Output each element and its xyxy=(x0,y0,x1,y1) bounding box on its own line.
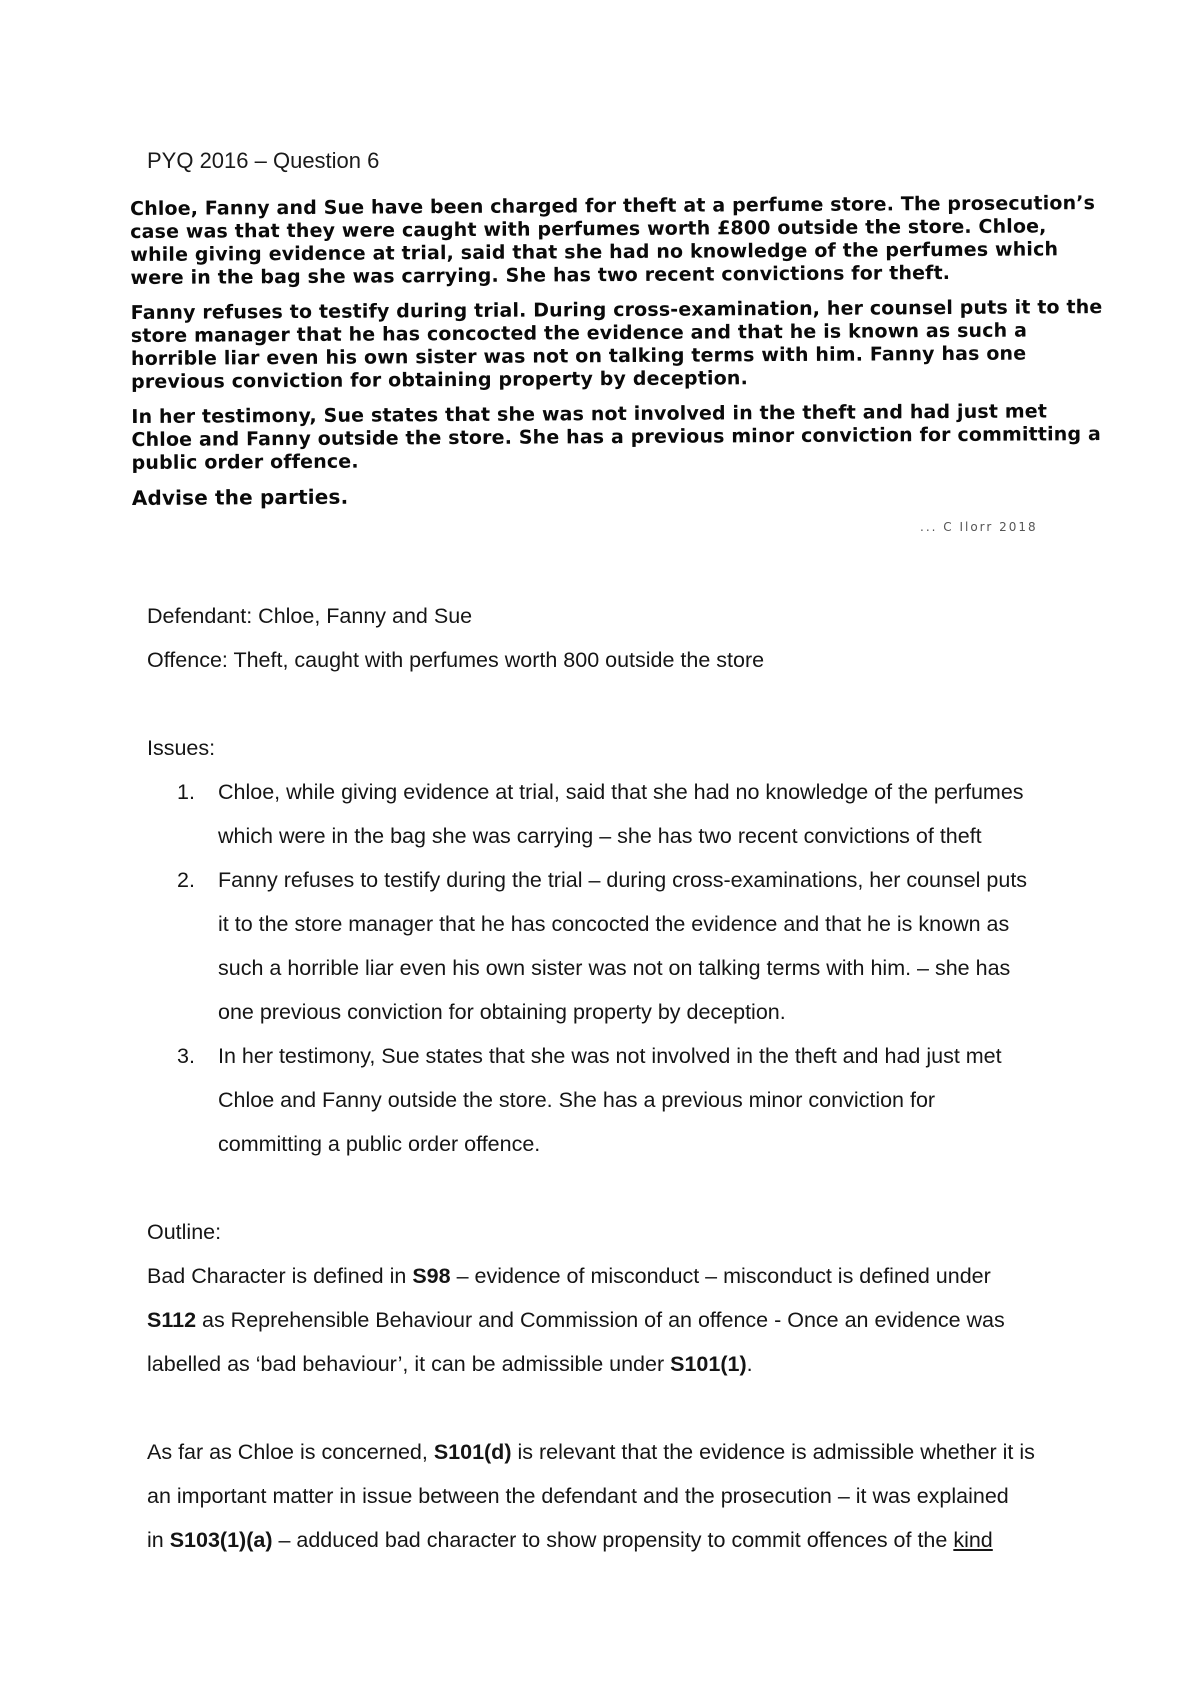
outline-label: Outline: xyxy=(147,1220,222,1244)
list-number: 1. xyxy=(177,780,195,804)
issue-line: Chloe, while giving evidence at trial, said that she had no knowledge of the perfumes xyxy=(218,780,1024,804)
issue-line: Chloe and Fanny outside the store. She has a previous minor conviction for xyxy=(218,1088,936,1112)
question-paragraph: In her testimony, Sue states that she was not involved in the theft and had just met Chloe and Fanny outside the store. She has a previous minor conviction for committing a public order offence. xyxy=(131,400,1101,474)
list-number: 3. xyxy=(177,1044,195,1068)
issue-line: In her testimony, Sue states that she was not involved in the theft and had just met xyxy=(218,1044,1002,1068)
scanned-question-image xyxy=(130,192,1112,510)
issue-line: Fanny refuses to testify during the trial – during cross-examinations, her counsel puts xyxy=(218,868,1028,892)
chloe-analysis-line: in S103(1)(a) – adduced bad character to show propensity to commit offences of the kind xyxy=(147,1528,993,1552)
cut-off-scan-text: ... C Ilorr 2018 xyxy=(920,520,1038,534)
issues-list xyxy=(147,770,1087,1166)
statute-ref: S101(1) xyxy=(670,1352,747,1376)
statute-ref: S112 xyxy=(147,1308,197,1332)
question-paragraph: Chloe, Fanny and Sue have been charged for theft at a perfume store. The prosecution’s case was that they were caught with perfumes worth £800 outside the store. Chloe, while giving evidence at trial, said that she had no knowledge of the perfumes which were in the bag she was carrying. She has two recent convictions for theft. xyxy=(130,192,1096,289)
underlined-word: kind xyxy=(953,1528,993,1552)
outline-line: labelled as ‘bad behaviour’, it can be admissible under S101(1). xyxy=(147,1352,753,1376)
issue-line: which were in the bag she was carrying – she has two recent convictions of theft xyxy=(218,824,982,848)
issue-line: it to the store manager that he has concocted the evidence and that he is known as xyxy=(218,912,1010,936)
statute-ref: S101(d) xyxy=(433,1440,512,1464)
question-advise: Advise the parties. xyxy=(131,484,349,510)
outline-line: Bad Character is defined in S98 – evidence of misconduct – misconduct is defined under xyxy=(147,1264,991,1288)
statute-ref: S98 xyxy=(412,1264,451,1288)
list-item xyxy=(147,858,1087,1034)
issue-line: such a horrible liar even his own sister was not on talking terms with him. – she has xyxy=(218,956,1011,980)
list-item xyxy=(147,1034,1087,1166)
chloe-analysis-line: an important matter in issue between the defendant and the prosecution – it was explained xyxy=(147,1484,1009,1508)
list-number: 2. xyxy=(177,868,195,892)
chloe-analysis-line: As far as Chloe is concerned, S101(d) is relevant that the evidence is admissible whether it is xyxy=(147,1440,1035,1464)
answer-notes xyxy=(147,594,1087,1562)
issues-label: Issues: xyxy=(147,736,216,760)
statute-ref: S103(1)(a) xyxy=(169,1528,273,1552)
list-item xyxy=(147,770,1087,858)
issue-line: committing a public order offence. xyxy=(218,1132,541,1156)
issue-line: one previous conviction for obtaining property by deception. xyxy=(218,1000,786,1024)
outline-line: S112 as Reprehensible Behaviour and Commission of an offence - Once an evidence was xyxy=(147,1308,1005,1332)
page-heading: PYQ 2016 – Question 6 xyxy=(147,148,380,173)
defendant-line: Defendant: Chloe, Fanny and Sue xyxy=(147,604,473,628)
offence-line: Offence: Theft, caught with perfumes worth 800 outside the store xyxy=(147,648,765,672)
question-paragraph: Fanny refuses to testify during trial. During cross-examination, her counsel puts it to the store manager that he has concocted the evidence and that he is known as such a horrible liar even his own sister was not on talking terms with him. Fanny has one previous conviction for obtaining property by deception. xyxy=(130,296,1103,393)
